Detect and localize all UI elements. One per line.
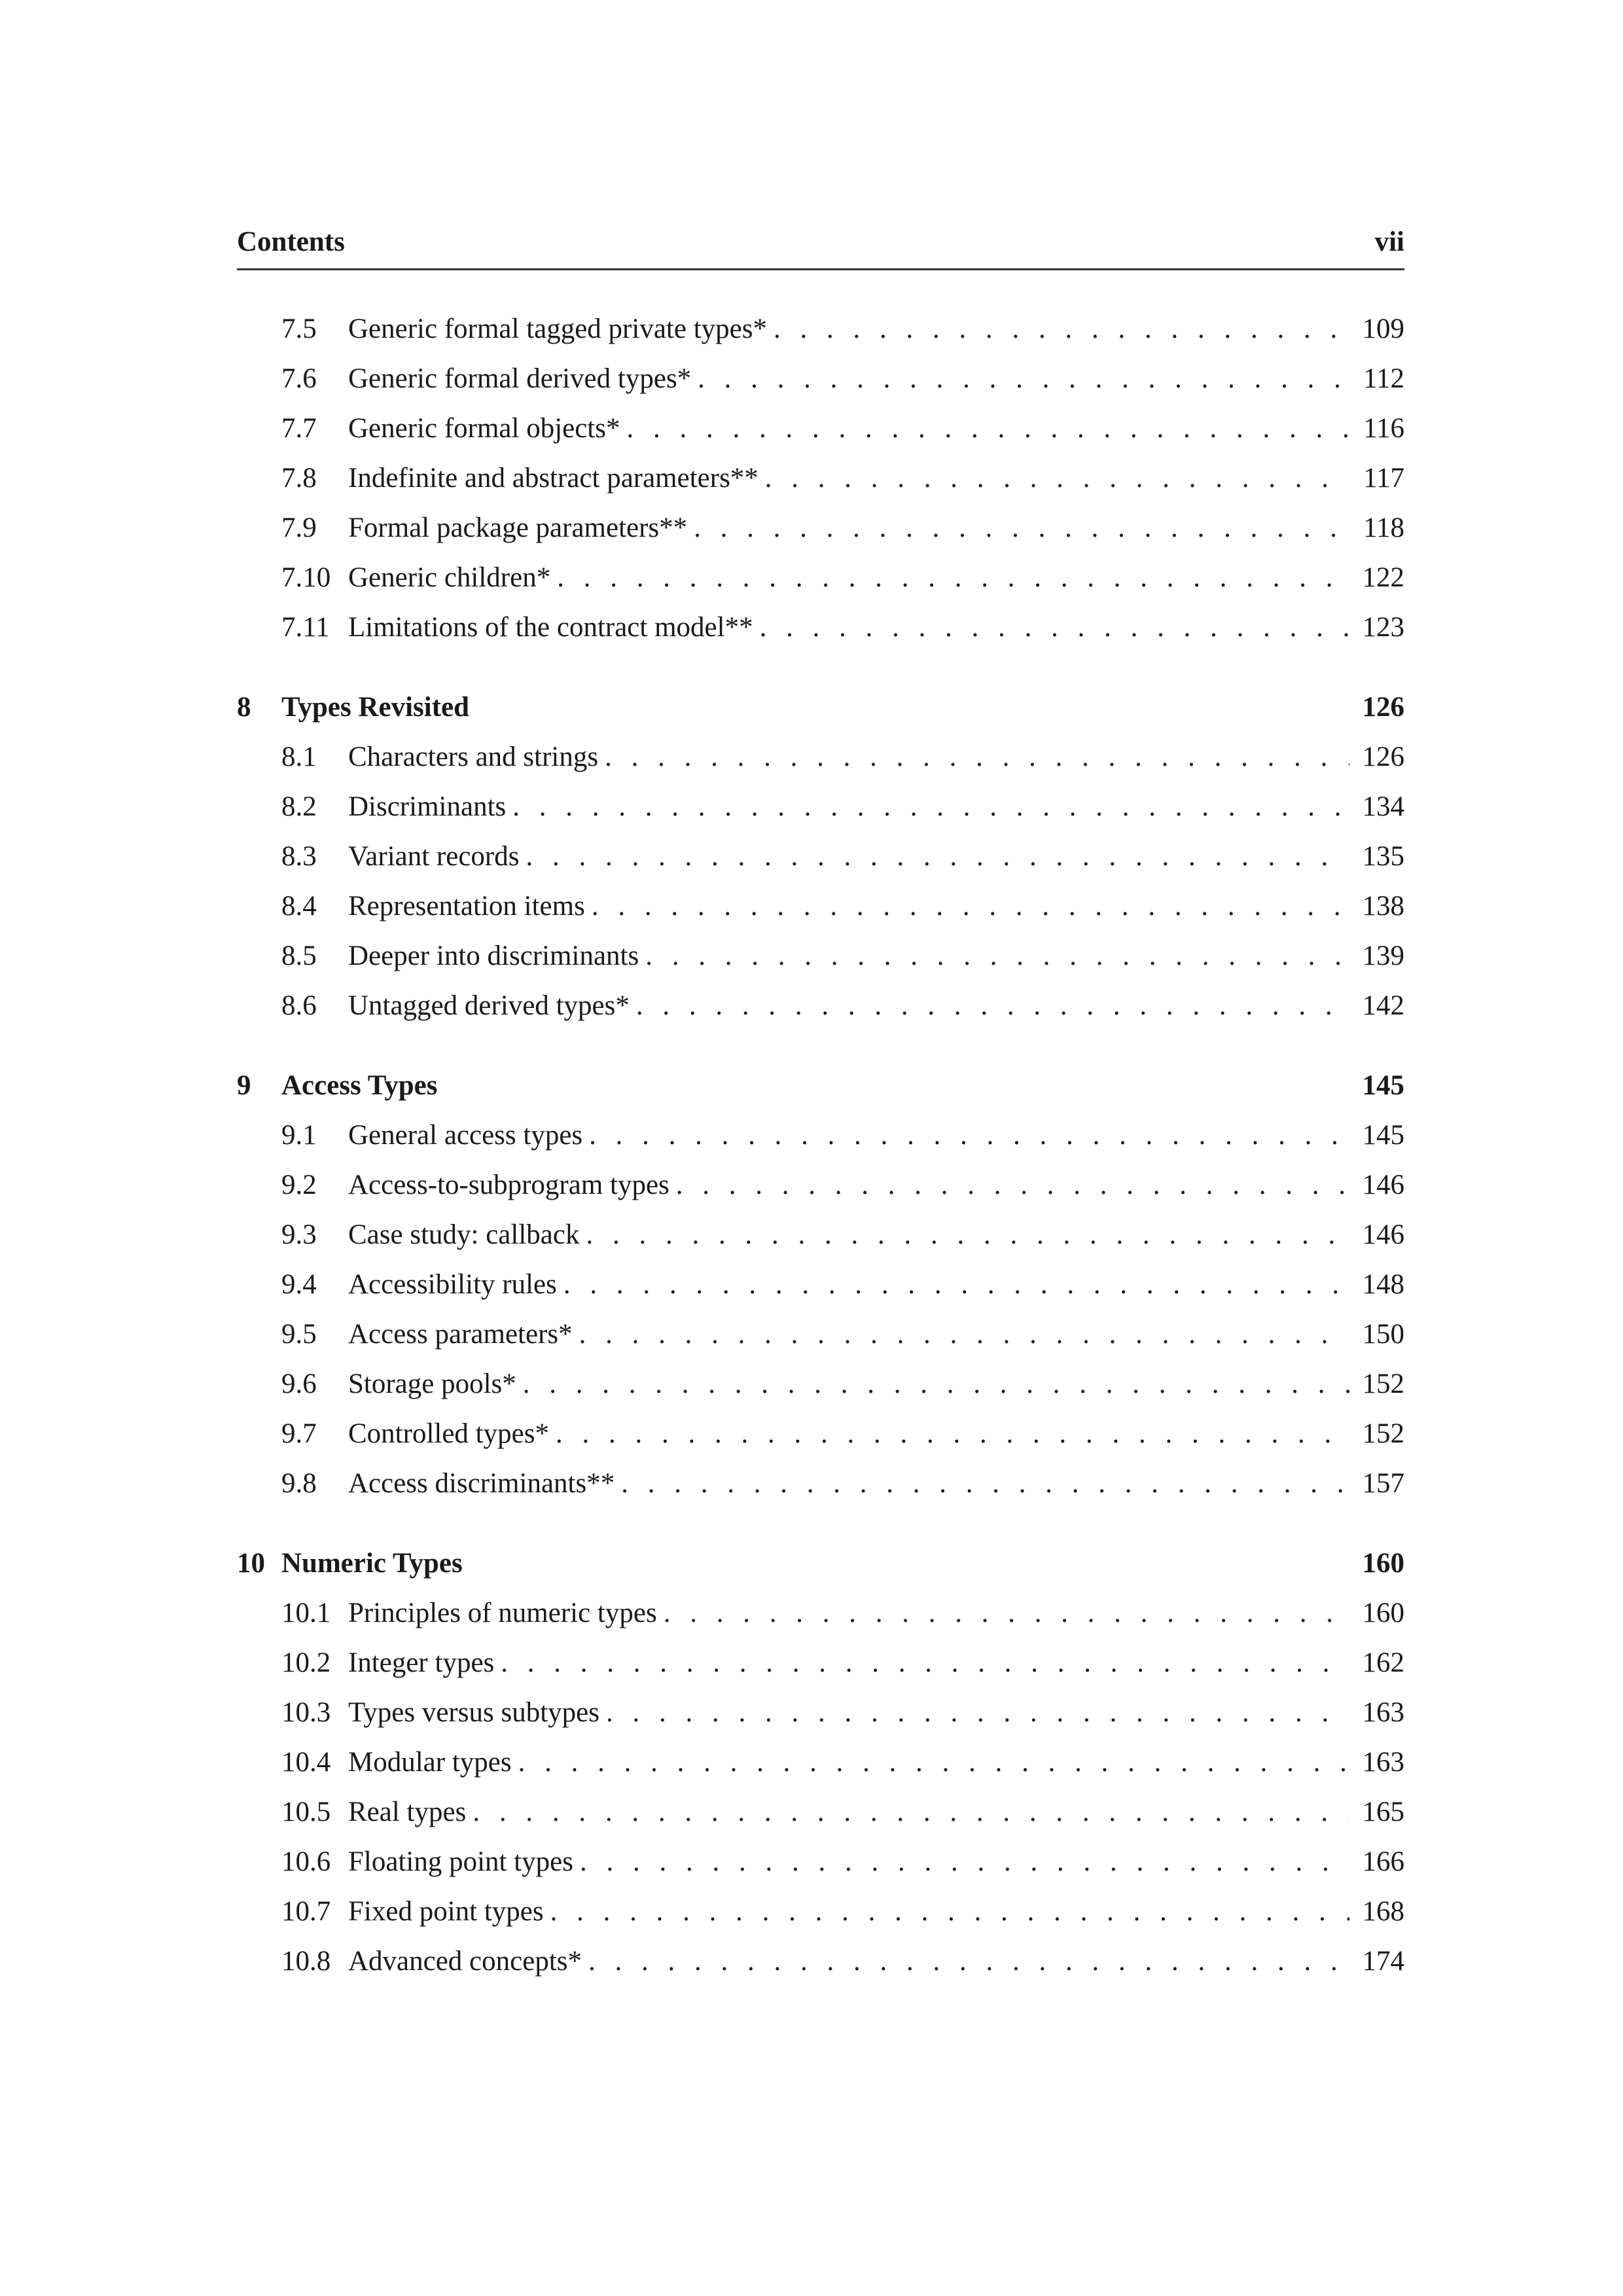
dot-leader [512,782,1349,832]
section-title: Untagged derived types* [348,990,630,1021]
dot-leader [523,1359,1349,1409]
section-title: Integer types [348,1647,495,1678]
dot-leader [606,1688,1349,1738]
toc-entry[interactable] [237,1887,1404,1937]
toc-entry[interactable] [237,603,1404,653]
section-page-number: 117 [1363,463,1404,493]
section-page-number: 109 [1362,314,1404,344]
section-page-number: 148 [1362,1269,1404,1300]
section-title: Characters and strings [348,742,599,772]
section-title: Accessibility rules [348,1269,557,1300]
toc-entry[interactable] [237,553,1404,603]
section-title: Access discriminants** [348,1468,615,1499]
dot-leader [694,503,1349,553]
toc-entry[interactable] [237,304,1404,354]
running-head-page-number: vii [1374,226,1404,257]
section-title: Limitations of the contract model** [348,612,753,643]
running-head-title: Contents [237,226,345,257]
section-page-number: 163 [1362,1747,1404,1778]
section-title: Generic formal objects* [348,413,620,444]
dot-leader [592,882,1349,931]
dot-leader [664,1588,1349,1638]
section-page-number: 152 [1362,1418,1404,1449]
toc-entry[interactable] [237,882,1404,931]
section-title: Access parameters* [348,1319,573,1350]
section-page-number: 112 [1363,363,1404,394]
section-page-number: 138 [1362,891,1404,922]
section-title: Access-to-subprogram types [348,1170,669,1200]
section-number: 9.4 [281,1269,317,1300]
dot-leader [765,454,1349,503]
section-number: 7.6 [281,363,317,394]
section-number: 7.9 [281,512,317,543]
section-page-number: 163 [1362,1697,1404,1728]
section-number: 7.7 [281,413,317,444]
toc-entry[interactable] [237,981,1404,1031]
section-page-number: 118 [1363,512,1404,543]
section-number: 9.1 [281,1120,317,1151]
toc-entry[interactable] [237,931,1404,981]
toc-entry[interactable] [237,782,1404,832]
section-title: Formal package parameters** [348,512,688,543]
chapter-heading[interactable] [237,683,1404,732]
dot-leader [645,931,1349,981]
dot-leader [589,1111,1349,1160]
chapter-heading[interactable] [237,1539,1404,1588]
toc-page [237,216,1404,1986]
dot-leader [760,603,1349,653]
section-title: Deeper into discriminants [348,941,639,971]
dot-leader [563,1260,1349,1310]
section-number: 10.5 [281,1797,331,1827]
chapter-title: Access Types [281,1070,438,1101]
section-title: Indefinite and abstract parameters** [348,463,758,493]
section-page-number: 152 [1362,1369,1404,1399]
chapter-number: 9 [237,1070,251,1101]
section-number: 7.11 [281,612,330,643]
dot-leader [627,404,1350,454]
toc-entry[interactable] [237,503,1404,553]
toc-entry[interactable] [237,1459,1404,1509]
toc-entry[interactable] [237,1688,1404,1738]
section-page-number: 123 [1362,612,1404,643]
section-number: 10.2 [281,1647,331,1678]
toc-entry[interactable] [237,1837,1404,1887]
chapter-page-number: 126 [1362,692,1404,723]
dot-leader [579,1310,1349,1359]
section-number: 9.2 [281,1170,317,1200]
section-title: Discriminants [348,791,507,822]
section-title: Advanced concepts* [348,1946,582,1977]
dot-leader [605,732,1349,782]
section-title: Generic children* [348,562,551,593]
section-title: Generic formal derived types* [348,363,692,394]
toc-entry[interactable] [237,454,1404,503]
section-number: 9.6 [281,1369,317,1399]
section-title: Variant records [348,841,520,872]
section-title: Principles of numeric types [348,1598,657,1628]
table-of-contents [237,304,1404,1986]
section-number: 8.2 [281,791,317,822]
dot-leader [774,304,1349,354]
section-number: 10.1 [281,1598,331,1628]
toc-entry[interactable] [237,404,1404,454]
section-title: General access types [348,1120,583,1151]
chapter-page-number: 160 [1362,1548,1404,1579]
dot-leader [501,1638,1349,1688]
section-title: Fixed point types [348,1896,544,1927]
toc-entry[interactable] [237,354,1404,404]
dot-leader [518,1738,1349,1787]
section-page-number: 126 [1362,742,1404,772]
toc-entry[interactable] [237,832,1404,882]
section-title: Storage pools* [348,1369,516,1399]
toc-entry[interactable] [237,1260,1404,1310]
section-number: 10.7 [281,1896,331,1927]
section-number: 8.4 [281,891,317,922]
toc-entry[interactable] [237,1638,1404,1688]
section-title: Case study: callback [348,1219,580,1250]
toc-entry[interactable] [237,1310,1404,1359]
section-page-number: 160 [1362,1598,1404,1628]
toc-entry[interactable] [237,1937,1404,1986]
section-page-number: 142 [1362,990,1404,1021]
dot-leader [473,1787,1349,1837]
section-page-number: 166 [1362,1846,1404,1877]
toc-entry[interactable] [237,1359,1404,1409]
header-spacer [237,270,1404,304]
section-page-number: 146 [1362,1219,1404,1250]
section-title: Representation items [348,891,585,922]
section-page-number: 168 [1362,1896,1404,1927]
section-title: Modular types [348,1747,512,1778]
chapter-number: 10 [237,1548,265,1579]
chapter-title: Types Revisited [281,692,470,723]
section-number: 10.3 [281,1697,331,1728]
section-page-number: 122 [1362,562,1404,593]
dot-leader [636,981,1349,1031]
section-page-number: 165 [1362,1797,1404,1827]
section-page-number: 162 [1362,1647,1404,1678]
running-head [237,216,1404,270]
chapter-number: 8 [237,692,251,723]
section-number: 10.8 [281,1946,331,1977]
dot-leader [586,1210,1349,1260]
chapter-title: Numeric Types [281,1548,463,1579]
section-number: 7.8 [281,463,317,493]
toc-entry[interactable] [237,1160,1404,1210]
toc-entry[interactable] [237,1588,1404,1638]
toc-entry[interactable] [237,1787,1404,1837]
section-page-number: 174 [1362,1946,1404,1977]
section-number: 7.10 [281,562,331,593]
section-page-number: 150 [1362,1319,1404,1350]
section-page-number: 145 [1362,1120,1404,1151]
toc-entry[interactable] [237,1111,1404,1160]
section-number: 10.6 [281,1846,331,1877]
section-number: 9.3 [281,1219,317,1250]
dot-leader [676,1160,1349,1210]
dot-leader [698,354,1349,404]
toc-entry[interactable] [237,1210,1404,1260]
dot-leader [580,1837,1349,1887]
toc-entry[interactable] [237,1738,1404,1787]
section-title: Controlled types* [348,1418,549,1449]
section-number: 9.7 [281,1418,317,1449]
section-page-number: 146 [1362,1170,1404,1200]
section-title: Types versus subtypes [348,1697,599,1728]
section-page-number: 139 [1362,941,1404,971]
section-number: 7.5 [281,314,317,344]
section-title: Floating point types [348,1846,573,1877]
toc-entry[interactable] [237,1409,1404,1459]
section-title: Real types [348,1797,467,1827]
dot-leader [550,1887,1349,1937]
section-title: Generic formal tagged private types* [348,314,767,344]
dot-leader [556,1409,1349,1459]
section-page-number: 157 [1362,1468,1404,1499]
dot-leader [526,832,1349,882]
dot-leader [621,1459,1349,1509]
section-number: 8.1 [281,742,317,772]
section-page-number: 134 [1362,791,1404,822]
section-page-number: 116 [1363,413,1404,444]
chapter-heading[interactable] [237,1061,1404,1111]
section-number: 8.6 [281,990,317,1021]
toc-entry[interactable] [237,732,1404,782]
section-number: 8.5 [281,941,317,971]
dot-leader [557,553,1349,603]
chapter-page-number: 145 [1362,1070,1404,1101]
dot-leader [588,1937,1349,1986]
section-number: 9.8 [281,1468,317,1499]
section-number: 8.3 [281,841,317,872]
section-number: 10.4 [281,1747,331,1778]
section-number: 9.5 [281,1319,317,1350]
section-page-number: 135 [1362,841,1404,872]
